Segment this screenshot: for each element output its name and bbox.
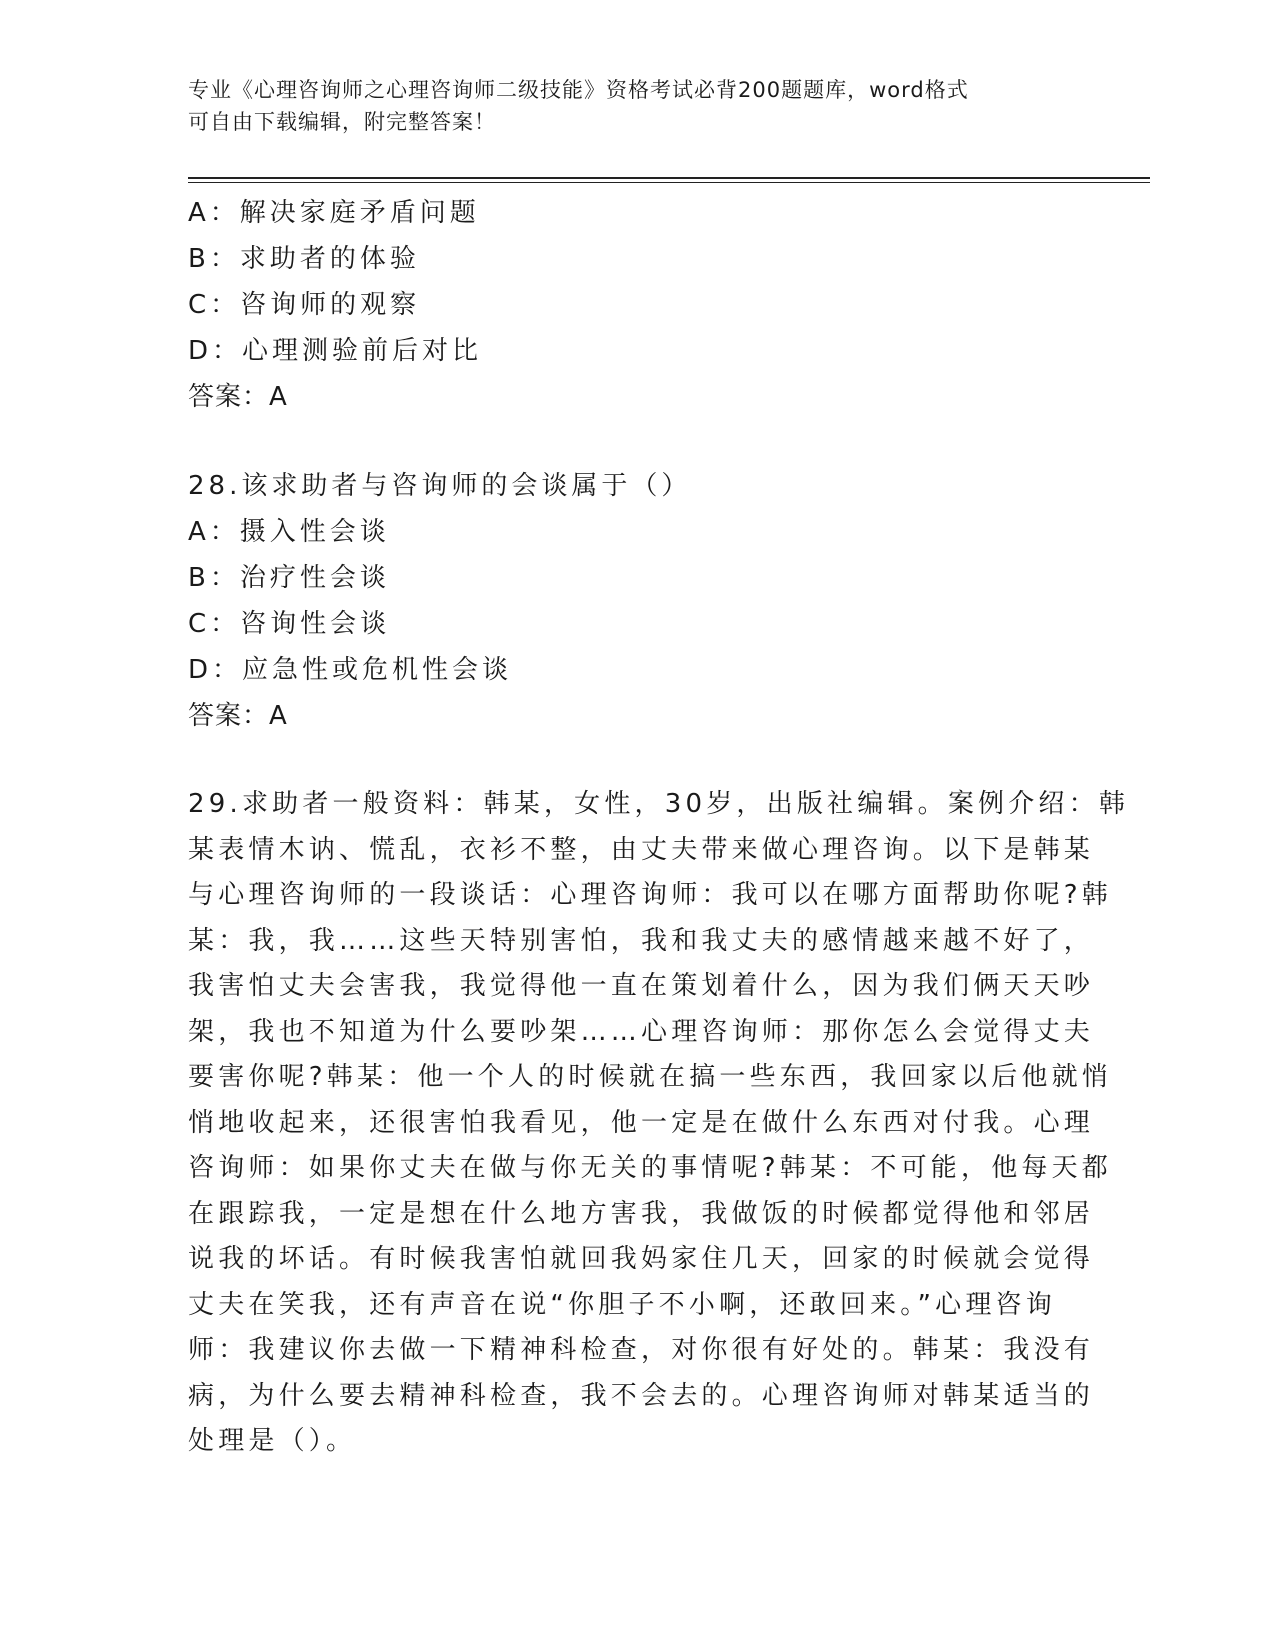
question-text-line: 在跟踪我，一定是想在什么地方害我，我做饭的时候都觉得他和邻居 [188,1198,1095,1229]
question-text-line: 处理是（）。 [188,1426,357,1456]
document-header [188,74,1088,138]
question-content [188,190,1130,1465]
question-text-line: 悄地收起来，还很害怕我看见，他一定是在做什么东西对付我。心理 [188,1107,1095,1138]
option-b: B：求助者的体验 [188,244,420,274]
option-b: B：治疗性会谈 [188,563,390,593]
option-d: D：心理测验前后对比 [188,336,483,366]
question-text-line: 架，我也不知道为什么要吵架……心理咨询师：那你怎么会觉得丈夫 [188,1016,1095,1047]
option-a: A：摄入性会谈 [188,517,390,547]
option-c: C：咨询师的观察 [188,290,421,320]
header-line-1: 专业《心理咨询师之心理咨询师二级技能》资格考试必背200题题库，word格式 [188,78,969,102]
question-text-line: 29.求助者一般资料：韩某，女性，30岁，出版社编辑。案例介绍：韩 [188,789,1130,819]
header-divider-thick [188,177,1150,179]
question-27 [188,190,1088,420]
answer: 答案：A [188,382,288,412]
header-divider-thin [188,182,1150,183]
question-text-line: 与心理咨询师的一段谈话：心理咨询师：我可以在哪方面帮助你呢?韩 [188,880,1113,910]
header-line-2: 可自由下载编辑，附完整答案！ [188,110,496,134]
question-text-line: 某表情木讷、慌乱，衣衫不整，由丈夫带来做心理咨询。以下是韩某 [188,834,1095,865]
question-text-line: 我害怕丈夫会害我，我觉得他一直在策划着什么，因为我们俩天天吵 [188,971,1095,1001]
question-text-line: 病，为什么要去精神科检查，我不会去的。心理咨询师对韩某适当的 [188,1380,1095,1411]
question-text-line: 要害你呢?韩某：他一个人的时候就在搞一些东西，我回家以后他就悄 [188,1062,1113,1092]
question-text-line: 咨询师：如果你丈夫在做与你无关的事情呢?韩某：不可能，他每天都 [188,1153,1113,1183]
question-28 [188,463,1088,739]
option-a: A：解决家庭矛盾问题 [188,198,480,228]
question-text-line: 师：我建议你去做一下精神科检查，对你很有好处的。韩某：我没有 [188,1335,1095,1365]
question-text: 28.该求助者与咨询师的会谈属于（） [188,471,692,501]
question-29 [188,782,1130,1465]
question-text-line: 某：我，我……这些天特别害怕，我和我丈夫的感情越来越不好了， [188,925,1095,956]
answer: 答案：A [188,701,288,731]
option-c: C：咨询性会谈 [188,609,391,639]
question-text-line: 说我的坏话。有时候我害怕就回我妈家住几天，回家的时候就会觉得 [188,1244,1095,1274]
option-d: D：应急性或危机性会谈 [188,655,513,685]
question-text-line: 丈夫在笑我，还有声音在说“你胆子不小啊，还敢回来。”心理咨询 [188,1289,1056,1320]
